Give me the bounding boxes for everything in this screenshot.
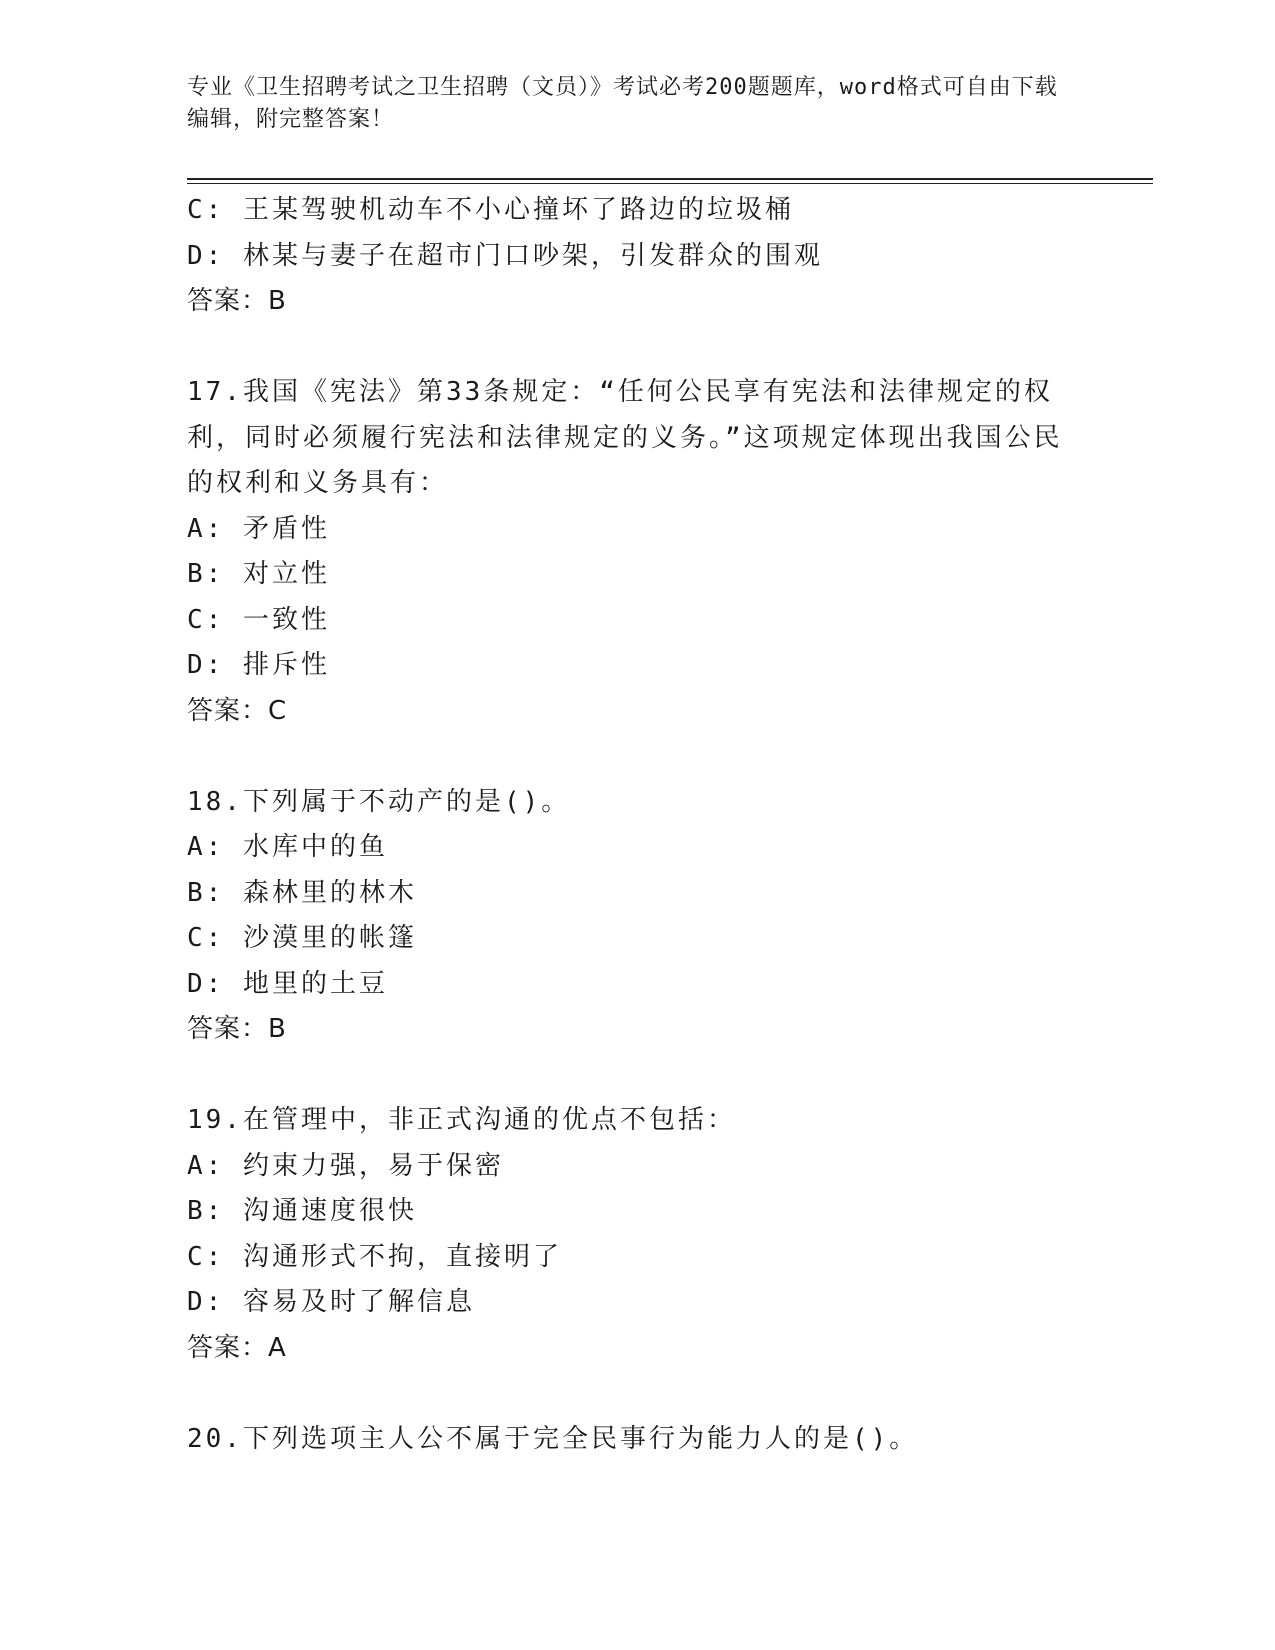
option-d: D: 排斥性 <box>187 650 330 680</box>
option-b: B: 对立性 <box>187 559 330 589</box>
answer: 答案：B <box>187 1014 287 1044</box>
document-header: 专业《卫生招聘考试之卫生招聘（文员）》考试必考200题题库，word格式可自由下载编辑，附完整答案！ <box>187 75 1058 132</box>
option-d: D: 地里的土豆 <box>187 968 388 999</box>
previous-question <box>187 188 1077 325</box>
question-18 <box>187 780 1077 1053</box>
answer: 答案：A <box>187 1332 287 1363</box>
option-a: A: 水库中的鱼 <box>187 832 388 862</box>
question-text: 20.下列选项主人公不属于完全民事行为能力人的是()。 <box>187 1423 919 1454</box>
option-c: C: 沟通形式不拘，直接明了 <box>187 1241 562 1272</box>
option-d: D: 林某与妻子在超市门口吵架，引发群众的围观 <box>187 240 823 271</box>
question-19 <box>187 1098 1077 1371</box>
question-20 <box>187 1417 1077 1463</box>
option-c: C: 一致性 <box>187 604 330 635</box>
header-rule-thin <box>187 183 1153 184</box>
header-rule-thick <box>187 178 1153 180</box>
option-b: B: 沟通速度很快 <box>187 1196 417 1226</box>
option-a: A: 矛盾性 <box>187 513 330 544</box>
question-text: 18.下列属于不动产的是()。 <box>187 786 571 817</box>
answer: 答案：B <box>187 286 287 316</box>
option-d: D: 容易及时了解信息 <box>187 1287 475 1317</box>
option-c: C: 王某驾驶机动车不小心撞坏了路边的垃圾桶 <box>187 195 794 225</box>
option-b: B: 森林里的林木 <box>187 877 417 908</box>
option-c: C: 沙漠里的帐篷 <box>187 923 417 953</box>
question-17 <box>187 370 1077 734</box>
option-a: A: 约束力强，易于保密 <box>187 1150 504 1181</box>
question-text: 19.在管理中，非正式沟通的优点不包括： <box>187 1105 736 1135</box>
answer: 答案：C <box>187 695 288 726</box>
question-text: 17.我国《宪法》第33条规定：“任何公民享有宪法和法律规定的权利，同时必须履行宪法和法律规定的义务。”这项规定体现出我国公民的权利和义务具有： <box>187 377 1063 498</box>
document-body <box>187 188 1077 1462</box>
